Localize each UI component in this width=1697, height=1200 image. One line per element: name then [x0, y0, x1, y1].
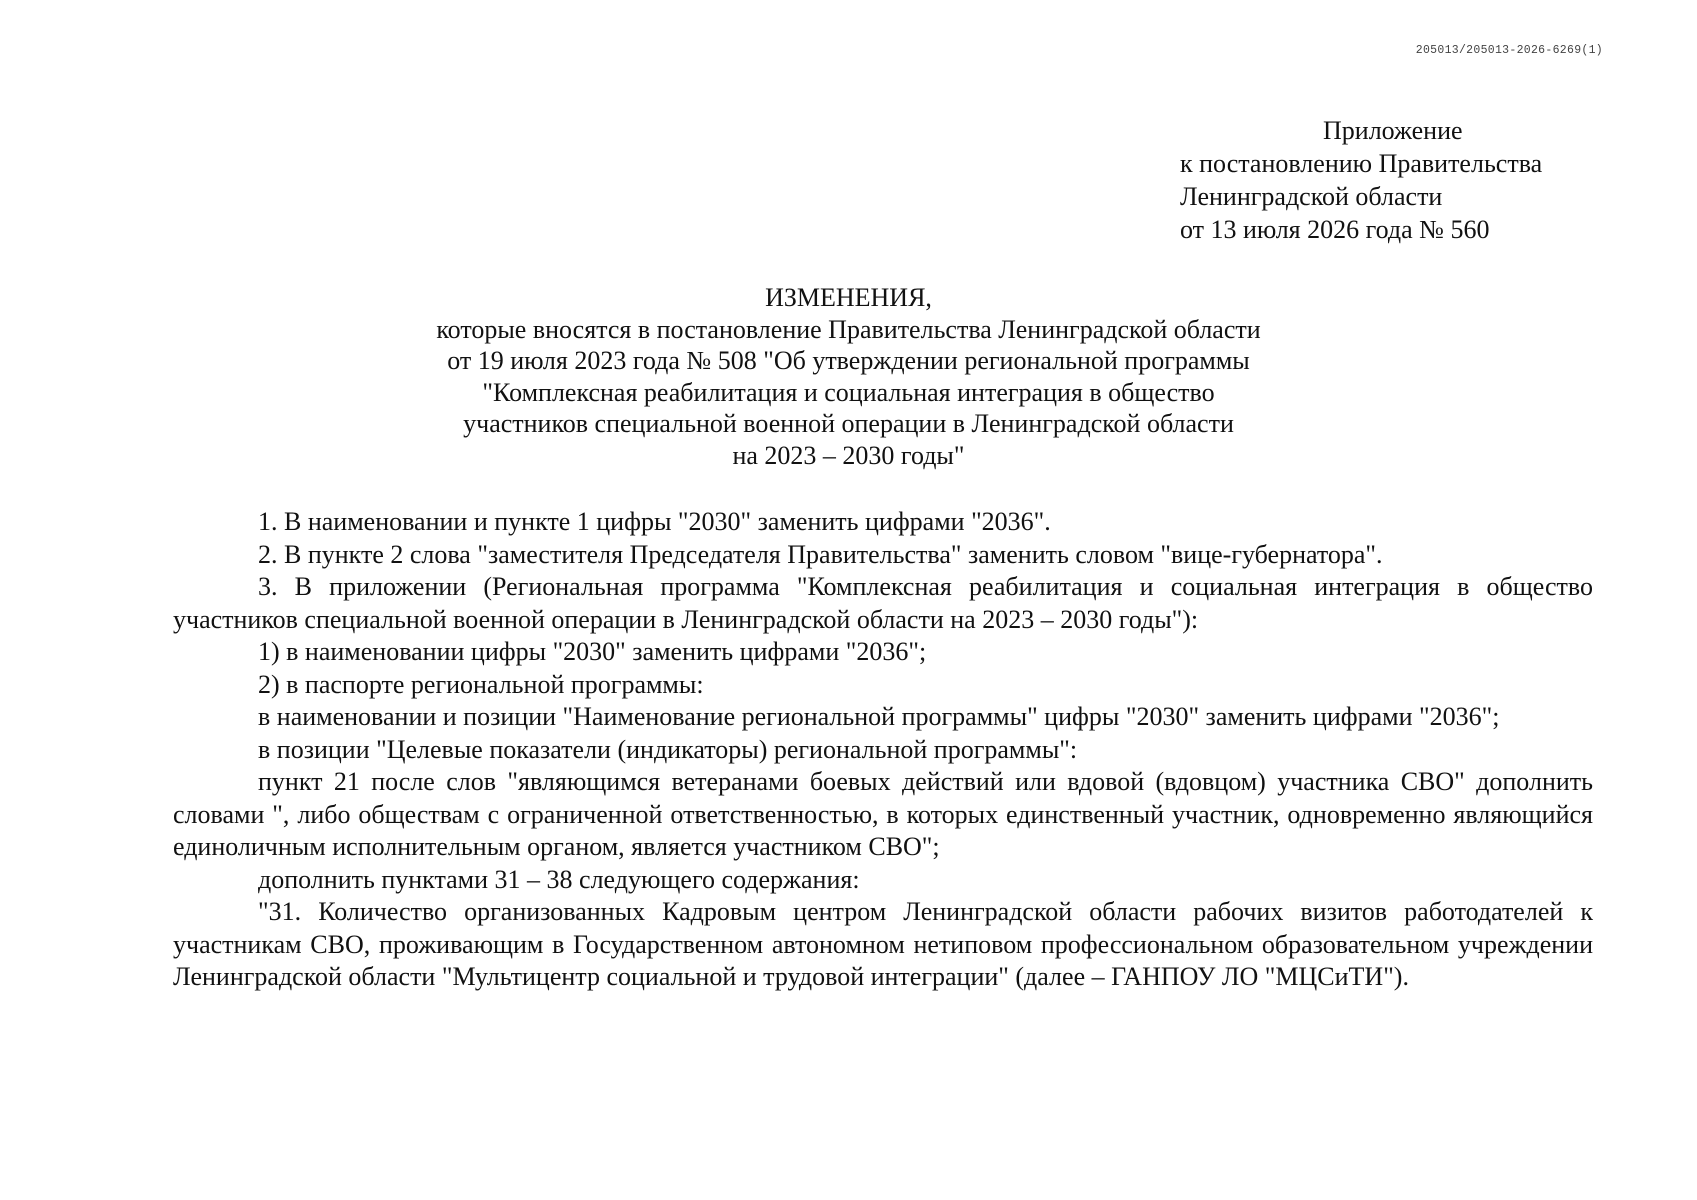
- body-paragraph: 2. В пункте 2 слова "заместителя Председателя Правительства" заменить словом "вице-губернатора".: [258, 539, 1383, 569]
- appendix-title: Приложение: [1323, 116, 1463, 145]
- heading-line: участников специальной военной операции в Ленинградской области: [463, 409, 1234, 438]
- heading-title: ИЗМЕНЕНИЯ,: [765, 283, 932, 312]
- body-paragraph: в наименовании и позиции "Наименование региональной программы" цифры "2030" заменить цифрами "2036";: [258, 702, 1500, 731]
- body-paragraph: в позиции "Целевые показатели (индикаторы) региональной программы":: [258, 734, 1078, 764]
- heading-line: которые вносятся в постановление Правительства Ленинградской области: [436, 314, 1261, 344]
- document-id: 205013/205013-2026-6269(1): [1415, 44, 1603, 57]
- body-paragraph: 1. В наименовании и пункте 1 цифры "2030" заменить цифрами "2036".: [258, 507, 1051, 536]
- appendix-block: [1180, 114, 1542, 246]
- body-paragraph: 1) в наименовании цифры "2030" заменить цифрами "2036";: [258, 637, 927, 666]
- appendix-line: Ленинградской области: [1180, 182, 1443, 211]
- appendix-line: к постановлению Правительства: [1180, 149, 1543, 178]
- body-paragraph: 3. В приложении (Региональная программа "Комплексная реабилитация и социальная интеграция в общество участников специальной военной операции в Ленинградской области на 2023 – 2030 годы"):: [173, 572, 1593, 634]
- body-paragraph: "31. Количество организованных Кадровым центром Ленинградской области рабочих визитов работодателей к участникам СВО, проживающим в Государственном автономном нетиповом профессиональном образовательном учреждении Ленинградской области "Мультицентр социальной и трудовой интеграции" (далее – ГАНПОУ ЛО "МЦСиТИ").: [173, 897, 1593, 991]
- body-paragraph: пункт 21 после слов "являющимся ветеранами боевых действий или вдовой (вдовцом) участника СВО" дополнить словами ", либо обществам с ограниченной ответственностью, в которых единственный участник, одновременно являющийся единоличным исполнительным органом, является участником СВО";: [173, 767, 1593, 861]
- heading-line: "Комплексная реабилитация и социальная интеграция в общество: [482, 377, 1215, 407]
- document-heading: [0, 282, 1697, 471]
- heading-line: на 2023 – 2030 годы": [732, 440, 965, 470]
- heading-line: от 19 июля 2023 года № 508 "Об утверждении региональной программы: [447, 346, 1250, 375]
- body-paragraph: 2) в паспорте региональной программы:: [258, 669, 704, 699]
- body-paragraph: дополнить пунктами 31 – 38 следующего содержания:: [258, 864, 860, 894]
- appendix-line: от 13 июля 2026 года № 560: [1180, 215, 1490, 244]
- document-body: [173, 506, 1593, 994]
